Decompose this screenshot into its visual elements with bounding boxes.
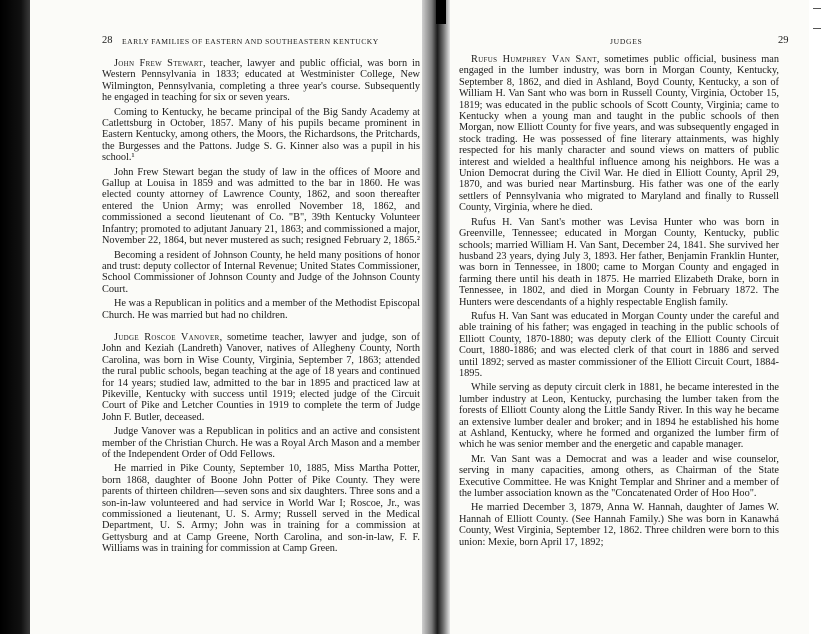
edge-mark: [813, 28, 821, 29]
paragraph: Becoming a resident of Johnson County, he held many positions of honor and trust: deputy collector of Internal Revenue; United States Commissioner, School Commissioner of Johnson County and Judge of the Johnson County Court.: [102, 249, 420, 295]
right-page-number: 29: [778, 35, 789, 46]
book-gutter: [422, 0, 450, 634]
edge-mark: [813, 8, 821, 9]
right-page-body: [459, 54, 779, 551]
gutter-shadow: [436, 0, 446, 24]
paragraph: He married in Pike County, September 10, 1885, Miss Martha Potter, born 1868, daughter of Boone John Potter of Pike County. They were parents of thirteen children—seven sons and six daughters. Three sons and a son-in-law volunteered and had service in World War I; Roscoe, Jr., was commissioned a lieutenant, U. S. Army; Russell served in the Medical Department, U. S. Army; John was in training for a commission at Gettysburg and at Camp Greene, North Carolina, and son-in-law, F. F. Williams was in training for commission at Camp Green.: [102, 463, 420, 555]
paragraph: Mr. Van Sant was a Democrat and was a leader and wise counselor, serving in many capacities, among others, as Chairman of the State Executive Committee. He was Knight Templar and Shriner and a member of the lumber association known as the "Concatenated Order of Hoo Hoo".: [459, 453, 779, 500]
paragraph: He was a Republican in politics and a member of the Methodist Episcopal Church. He was married but had no children.: [102, 298, 420, 321]
paragraph: Rufus Humphrey Van Sant, sometimes public official, business man engaged in the lumber industry, was born in Morgan County, Kentucky, September 8, 1862, and died in Ashland, Boyd County, Kentucky, a son of William H. Van Sant who was born in Russell County, Virginia, October 15, 1819; was educated in the public schools of Scott County, Virginia; came to Kentucky when a young man and taught in the public schools of then Morgan, now Elliott County for five years, and was subsequently engaged in stock trading. He was possessed of fine literary attainments, was highly respected for his manly character and sound views on matters of public interest and wielded a healthful influence among his neighbors. He was a Union Democrat during the Civil War. He died in Elliott County, April 29, 1870, and was buried near Martinsburg. His father was one of the early settlers of Pennsylvania who migrated to Maryland and finally to Russell County, Virginia, where he died.: [459, 54, 779, 214]
right-page: [450, 0, 809, 634]
left-page: [30, 0, 422, 634]
paragraph: Rufus H. Van Sant was educated in Morgan County under the careful and able training of his father; was engaged in teaching in the public schools of Elliott County, 1870-1880; was deputy clerk of the Elliott County Circuit Court, 1880-1886; and was elected clerk of that court in 1886 and served until 1892; served as master commissioner of the Elliott Circuit Court, 1884-1895.: [459, 310, 779, 379]
paragraph: Rufus H. Van Sant's mother was Levisa Hunter who was born in Greenville, Tennessee; educated in Morgan County, Kentucky, public schools; married William H. Van Sant, December 24, 1841. She survived her husband 23 years, dying July 3, 1893. Her father, Benjamin Franklin Hunter, was born in Tennessee, in 1800; came to Morgan County and engaged in farming there until his death in 1875. He married Elizabeth Drake, born in Tennessee, in 1802, and died in Morgan County in February 1872. The Hunters were descendants of a highly respectable English family.: [459, 216, 779, 308]
right-running-head: JUDGES: [610, 37, 643, 46]
entry-name: Rufus Humphrey Van Sant: [471, 54, 597, 65]
paragraph: John Frew Stewart began the study of law in the offices of Moore and Gallup at Louisa in 1859 and was admitted to the bar in 1860. He was elected county attorney of Lawrence County, 1862, and soon thereafter entered the Union Army; was enrolled November 18, 1862, and commissioned a second lieutenant of Co. "B", 39th Kentucky Volunteer Infantry; promoted to adjutant January 21, 1863; and commissioned a major, November 22, 1864, but never mustered as such; resigned February 2, 1865.²: [102, 166, 420, 247]
left-page-number: 28: [102, 35, 113, 46]
paragraph: John Frew Stewart, teacher, lawyer and public official, was born in Western Pennsylvania in 1833; educated at Westminister College, New Wilmington, Pennsylvania, completing a three year's course. Subsequently he engaged in teaching for six or seven years.: [102, 58, 421, 104]
left-page-body: [102, 58, 420, 558]
left-scan-shadow: [0, 0, 30, 634]
entry-name: Judge Roscoe Vanover: [114, 331, 220, 343]
right-scan-edge: [809, 0, 823, 634]
entry-name: John Frew Stewart: [114, 58, 203, 69]
left-running-head: EARLY FAMILIES OF EASTERN AND SOUTHEASTERN KENTUCKY: [122, 37, 379, 46]
paragraph: Coming to Kentucky, he became principal of the Big Sandy Academy at Catlettsburg in October, 1857. Many of his pupils became prominent in Eastern Kentucky, among others, the Moors, the Richardsons, the Pritchards, the Burgesses and the Pattons. Judge S. G. Kinner also was a pupil in his school.¹: [102, 106, 420, 164]
paragraph: Judge Vanover was a Republican in politics and an active and consistent member of the Christian Church. He was a Royal Arch Mason and a member of the Independent Order of Odd Fellows.: [102, 426, 420, 460]
paragraph: While serving as deputy circuit clerk in 1881, he became interested in the lumber industry at Leon, Kentucky, purchasing the lumber taken from the forests of Elliott County along the Little Sandy River. In this way he became an extensive lumber dealer and broker; and in 1894 he established his home at Ashland, Kentucky, where he formed and organized the lumber firm of which he was senior member and the energetic and capable manager.: [459, 382, 779, 451]
paragraph: He married December 3, 1879, Anna W. Hannah, daughter of James W. Hannah of Elliott County. (See Hannah Family.) She was born in Kanawhá County, West Virginia, September 12, 1862. Three children were born to this union: Mexie, born April 17, 1892;: [459, 502, 779, 548]
paragraph: Judge Roscoe Vanover, sometime teacher, lawyer and judge, son of John and Keziah (Landreth) Vanover, natives of Allegheny County, North Carolina, was born in Wise County, Virginia, September 7, 1863; attended the rural public schools, began teaching at the age of 18 years and continued for 14 years; studied law, admitted to the bar in 1895 and practiced law at Pikeville, Kentucky with success until 1919; elected judge of the Circuit Court of Pike and Letcher Counties in 1919 to complete the term of Judge John F. Butler, deceased.: [102, 331, 420, 423]
